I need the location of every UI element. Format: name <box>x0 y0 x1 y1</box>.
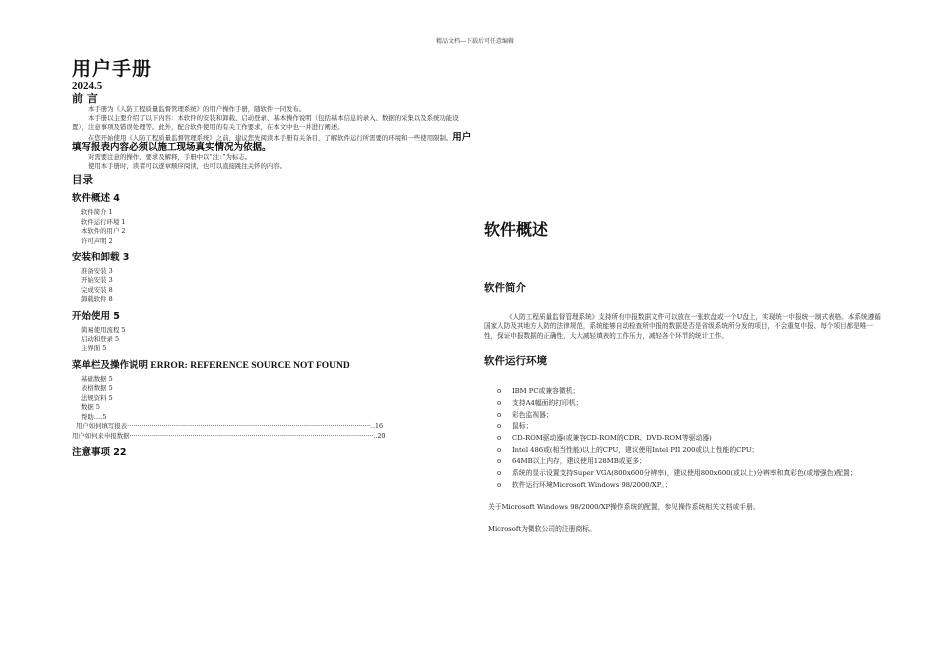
list-item: o IBM PC或兼容微机； <box>484 386 884 398</box>
toc-section-title[interactable]: 开始使用 5 <box>72 310 120 322</box>
preface-paragraph: 本手册以主要介绍了以下内容：本软件的安装和卸载、启动登录、基本操作说明（包括基本信息的录入、数据的采集以及系统功能设置），注意事项及错误处理等。此外，配合软件使用的有关工作要求，在本文中也一并进行阐述。 <box>72 114 459 132</box>
toc-heading: 目录 <box>72 174 93 187</box>
bullet-icon: o <box>497 410 502 419</box>
preface-paragraph <box>72 133 472 153</box>
toc-section <box>72 311 472 354</box>
bullet-icon: o <box>497 398 502 407</box>
toc-dotted-label: 用户如何来申报数据 <box>72 431 130 440</box>
toc-item[interactable]: 卸载软件 8 <box>81 295 113 304</box>
toc-dotted-page: ..16 <box>370 421 384 430</box>
toc-section <box>72 252 472 305</box>
toc-section-title[interactable]: 注意事项 22 <box>72 447 127 459</box>
subsection-heading: 软件简介 <box>484 282 526 294</box>
bullet-icon: o <box>497 469 502 478</box>
bullet-icon: o <box>497 422 502 431</box>
toc-section <box>72 193 472 246</box>
toc-item[interactable]: 法规资料 5 <box>81 393 113 402</box>
toc-dotted-entry[interactable] <box>72 422 472 432</box>
manual-title: 用户手册 <box>72 58 153 80</box>
list-item: o 鼠标； <box>484 421 884 433</box>
preface-paragraph: 对需要注意的操作、要求及解释，手册中以“注：”为标志。 <box>88 153 252 162</box>
bullet-icon: o <box>497 457 502 466</box>
toc-item[interactable]: 基础数据 5 <box>81 374 113 383</box>
preface-paragraph: 本手册为《人防工程质量监督管理系统》的用户操作手册，随软件一同发布。 <box>88 105 306 113</box>
bullet-icon: o <box>497 480 502 489</box>
toc-dot-leader: ························································································································ <box>129 431 374 440</box>
environment-list <box>484 386 884 491</box>
trademark-note: Microsoft为微软公司的注册商标。 <box>488 524 596 533</box>
toc-item[interactable]: 本软件的用户 2 <box>81 227 126 236</box>
intro-paragraph: 《人防工程质量监督管理系统》支持所有申报数据文件可以放在一张软盘或一个U盘上，实现统一申报统一制式表格。本系统遵循国家人防及其地方人防的法律规范，系统能够自动检查所申报的数据是否是省级系统所分发的项目，不会重复申报、每个项目都是唯一性，保证申报数据的正确性，大大减轻填表的工作压力，减轻各个环节的统计工作。 <box>484 313 881 340</box>
preface-heading: 前 言 <box>72 92 98 105</box>
list-item: o Intel 486或(相当性能)以上的CPU，建议使用Intel PII 200或以上性能的CPU； <box>484 445 884 457</box>
section-heading: 软件概述 <box>484 220 549 239</box>
page-header-note: 精品文档---下载后可任意编辑 <box>435 38 515 45</box>
toc-dotted-label: 用户如何填写报表 <box>76 421 128 430</box>
list-item: o 系统的显示设置支持Super VGA(800x600分辨率)，建议使用800x600(或以上)分辨率和真彩色(或增强色)配置； <box>484 468 884 480</box>
toc-section <box>72 360 472 422</box>
bullet-icon: o <box>497 445 502 454</box>
list-item: o 支持A4幅面的打印机； <box>484 398 884 410</box>
toc-item[interactable]: 简易使用流程 5 <box>81 325 126 334</box>
left-column <box>72 58 472 462</box>
toc-dotted-entry[interactable] <box>72 432 472 442</box>
preface-emphasis: 用户填写报表内容必须以施工现场真实情况为依据。 <box>72 131 472 153</box>
toc-item[interactable]: 准备安装 3 <box>81 267 113 276</box>
toc-section-title[interactable]: 软件概述 4 <box>72 193 120 205</box>
list-item: o 彩色监视器； <box>484 410 884 422</box>
bullet-icon: o <box>497 434 502 443</box>
list-item: o CD-ROM驱动器(或兼容CD-ROM的CDR、DVD-ROM等驱动器) <box>484 433 884 445</box>
preface-text: 在您开始使用《人防工程质量监督管理系统》之前，建议您先阅读本手册有关条目，了解软件运行所需要的环境和一些使用限制。 <box>88 133 453 142</box>
toc-section-title[interactable]: 安装和卸载 3 <box>72 252 130 264</box>
os-config-note: 关于Microsoft Windows 98/2000/XP操作系统的配置，参见操作系统相关文档或手册。 <box>488 502 760 511</box>
toc-item[interactable]: 软件运行环境 1 <box>81 217 126 226</box>
toc-dotted-page: ..20 <box>373 431 386 440</box>
right-column <box>484 220 884 546</box>
toc-item[interactable]: 开始安装 3 <box>81 276 113 285</box>
bullet-icon: o <box>497 387 502 396</box>
list-item: o 64MB以上内存，建议使用128MB或更多； <box>484 456 884 468</box>
toc-dot-leader: ························································································································ <box>127 421 371 430</box>
toc-item[interactable]: 完成安装 8 <box>81 285 113 294</box>
preface-paragraph: 使用本手册时，读者可以逐章顺序阅读，也可以直接跳往关怀的内容。 <box>88 162 287 171</box>
toc-item[interactable]: 软件简介 1 <box>81 208 113 217</box>
manual-date: 2024.5 <box>72 80 103 92</box>
toc-item[interactable]: 许可声明 2 <box>81 236 113 245</box>
toc-item[interactable]: 数据 5 <box>81 403 100 412</box>
subsection-heading: 软件运行环境 <box>484 355 547 368</box>
toc-item[interactable]: 主界面 5 <box>81 344 107 353</box>
toc-item[interactable]: 启动和登录 5 <box>81 335 120 344</box>
list-item: o 软件运行环境Microsoft Windows 98/2000/XP。； <box>484 480 884 492</box>
toc-section-title[interactable]: 菜单栏及操作说明 ERROR: REFERENCE SOURCE NOT FOUND <box>72 360 350 371</box>
toc-item[interactable]: 表格数据 5 <box>81 384 113 393</box>
toc-item[interactable]: 帮助….5 <box>81 412 107 421</box>
